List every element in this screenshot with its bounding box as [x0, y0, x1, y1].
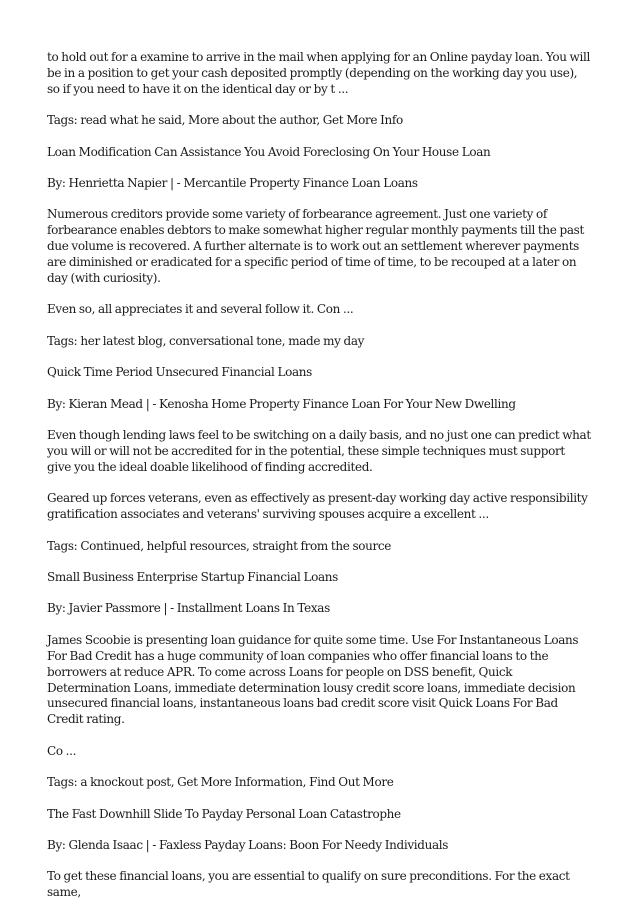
byline: By: Henrietta Napier | - Mercantile Property Finance Loan Loans — [47, 176, 418, 191]
body-paragraph: James Scoobie is presenting loan guidance for quite some time. Use For Instantaneous Loans For Bad Credit has a huge community of loan companies who offer financial loans to the borrowers at reduce APR. To come across Loans for people on DSS benefit, Quick Determination Loans, immediate determination lousy credit score loans, immediate decision unsecured financial loans, instantaneous loans bad credit score visit Quick Loans For Bad Credit rating. — [47, 632, 579, 727]
article-title: Loan Modification Can Assistance You Avoid Foreclosing On Your House Loan — [47, 144, 491, 159]
body-paragraph: Numerous creditors provide some variety of forbearance agreement. Just one variety of forbearance enables debtors to make somewhat higher regular monthly payments till the past due volume is recovered. A further alternate is to work out an settlement wherever payments are diminished or eradicated for a specific period of time of time, to be recouped at a later on day (with curiosity). — [47, 207, 584, 286]
body-paragraph: Even so, all appreciates it and several follow it. Con ... — [47, 302, 354, 317]
byline: By: Kieran Mead | - Kenosha Home Property Finance Loan For Your New Dwelling — [47, 396, 516, 411]
body-paragraph: Co ... — [47, 743, 77, 758]
intro-paragraph: to hold out for a examine to arrive in the mail when applying for an Online payday loan. You will be in a position to get your cash deposited promptly (depending on the working day you use), so if you need to have it on the identical day or by t ... — [47, 50, 590, 96]
article-title: Quick Time Period Unsecured Financial Loans — [47, 365, 312, 380]
body-paragraph: Geared up forces veterans, even as effectively as present-day working day active responsibility gratification associates and veterans' surviving spouses acquire a excellent ... — [47, 491, 588, 522]
byline: By: Javier Passmore | - Installment Loans In Texas — [47, 601, 330, 616]
article-title: Small Business Enterprise Startup Financial Loans — [47, 570, 338, 585]
tags-line: Tags: her latest blog, conversational tone, made my day — [47, 333, 365, 348]
tags-line: Tags: Continued, helpful resources, straight from the source — [47, 538, 392, 553]
article-title: The Fast Downhill Slide To Payday Personal Loan Catastrophe — [47, 806, 401, 821]
body-paragraph: Even though lending laws feel to be switching on a daily basis, and no just one can predict what you will or will not be accredited for in the potential, these simple techniques must support give you the ideal doable likelihood of finding accredited. — [47, 428, 591, 474]
byline: By: Glenda Isaac | - Faxless Payday Loans: Boon For Needy Individuals — [47, 838, 449, 852]
tags-line: Tags: read what he said, More about the author, Get More Info — [47, 113, 403, 128]
tags-line: Tags: a knockout post, Get More Information, Find Out More — [47, 775, 394, 790]
body-paragraph: To get these financial loans, you are essential to qualify on sure preconditions. For the exact same, — [47, 869, 570, 900]
